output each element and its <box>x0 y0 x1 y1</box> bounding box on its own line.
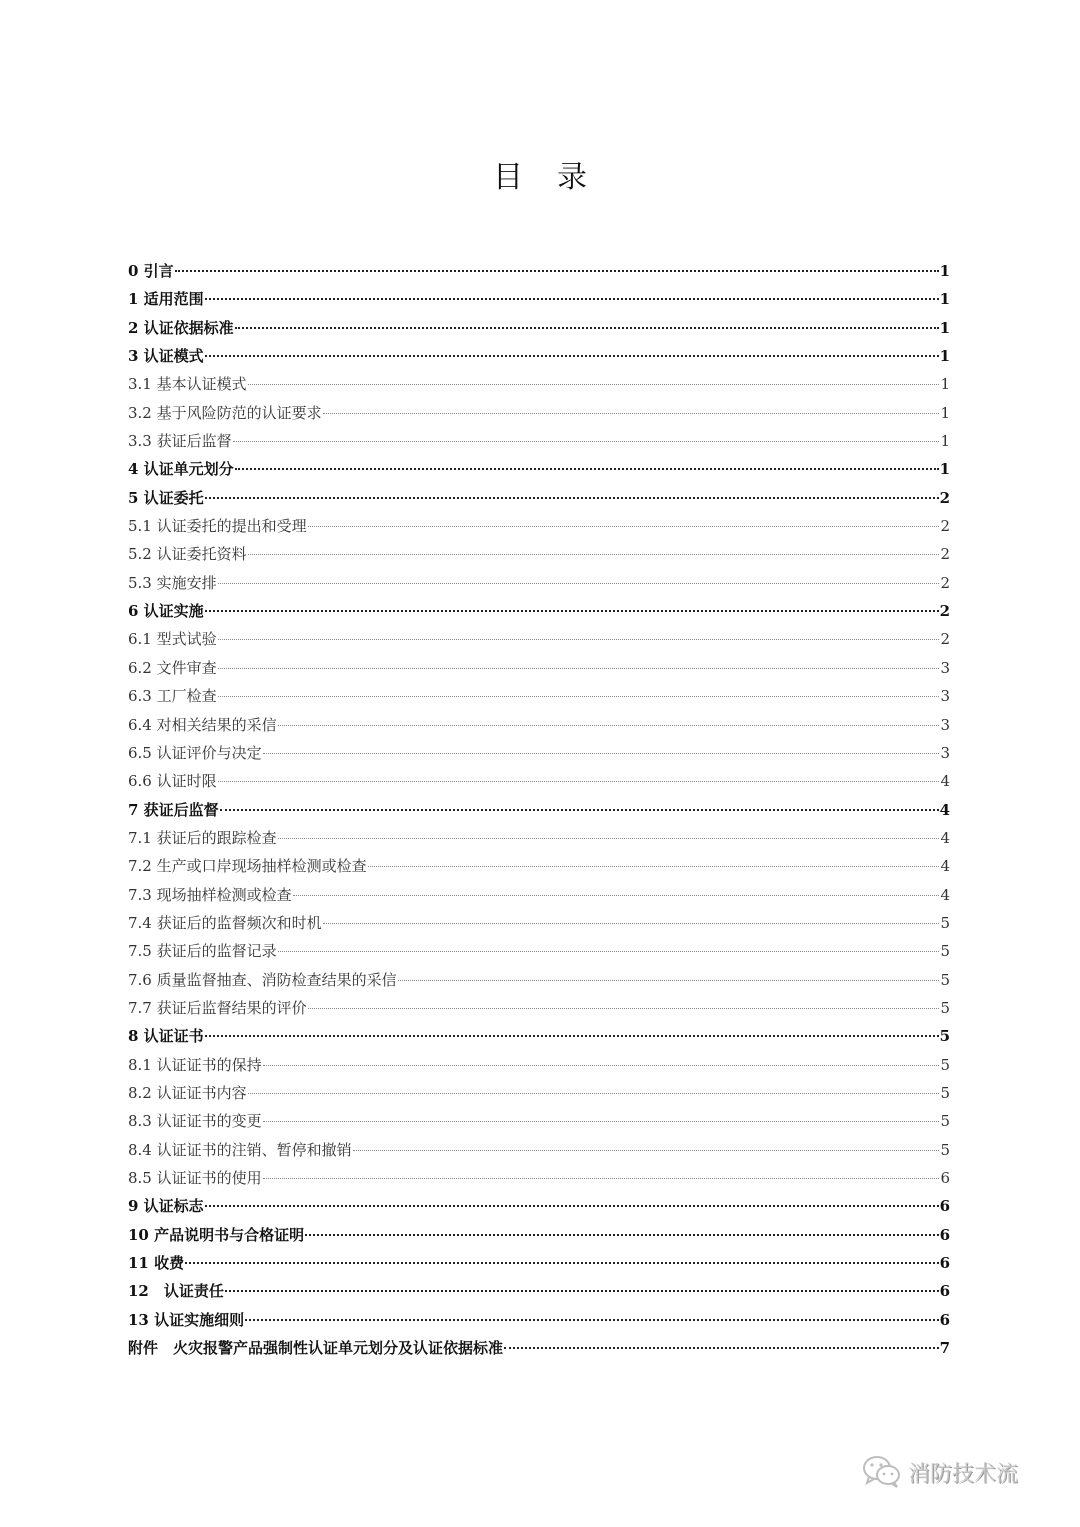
dot-leader <box>263 1177 940 1179</box>
toc-entry-page-number: 5 <box>940 913 950 932</box>
toc-entry-label: 2 认证依据标准 <box>128 318 234 337</box>
toc-entry[interactable] <box>128 1306 950 1334</box>
toc-entry[interactable] <box>128 654 950 682</box>
dot-leader <box>248 1092 940 1094</box>
toc-entry-page-number: 5 <box>940 1083 950 1102</box>
toc-entry-page-number: 1 <box>939 460 950 479</box>
toc-entry-page-number: 2 <box>940 630 950 649</box>
dot-leader <box>205 1204 939 1207</box>
toc-entry[interactable] <box>128 540 950 568</box>
dot-leader <box>235 326 939 329</box>
toc-entry-label: 6.4 对相关结果的采信 <box>128 715 277 734</box>
toc-entry-label: 附件 火灾报警产品强制性认证单元划分及认证依据标准 <box>128 1339 504 1358</box>
toc-entry-label: 1 适用范围 <box>128 290 204 309</box>
toc-entry-page-number: 4 <box>940 857 950 876</box>
toc-entry[interactable] <box>128 909 950 937</box>
toc-entry[interactable] <box>128 314 950 342</box>
toc-entry-page-number: 5 <box>939 1027 950 1046</box>
toc-entry-page-number: 1 <box>940 403 950 422</box>
toc-entry-label: 8.1 认证证书的保持 <box>128 1055 262 1074</box>
toc-entry[interactable] <box>128 881 950 909</box>
toc-entry-label: 5.1 认证委托的提出和受理 <box>128 517 307 536</box>
toc-entry-page-number: 1 <box>939 290 950 309</box>
dot-leader <box>218 638 940 640</box>
toc-entry[interactable] <box>128 1051 950 1079</box>
toc-entry[interactable] <box>128 966 950 994</box>
toc-entry-label: 5.3 实施安排 <box>128 573 217 592</box>
toc-entry[interactable] <box>128 1079 950 1107</box>
dot-leader <box>218 695 940 697</box>
dot-leader <box>278 837 940 839</box>
dot-leader <box>233 440 940 442</box>
dot-leader <box>323 922 940 924</box>
toc-entry-page-number: 1 <box>939 347 950 366</box>
dot-leader <box>220 808 939 811</box>
toc-entry-label: 8.2 认证证书内容 <box>128 1083 247 1102</box>
toc-entry[interactable] <box>128 399 950 427</box>
toc-entry[interactable] <box>128 455 950 483</box>
toc-entry-page-number: 6 <box>939 1225 950 1244</box>
toc-entry-label: 7.7 获证后监督结果的评价 <box>128 998 307 1017</box>
toc-entry-page-number: 6 <box>939 1254 950 1273</box>
toc-entry-label: 13 认证实施细则 <box>128 1310 245 1329</box>
toc-entry-page-number: 3 <box>940 687 950 706</box>
toc-entry-label: 6 认证实施 <box>128 602 204 621</box>
toc-entry-label: 3.1 基本认证模式 <box>128 375 247 394</box>
toc-entry[interactable] <box>128 370 950 398</box>
toc-entry[interactable] <box>128 569 950 597</box>
toc-entry[interactable] <box>128 257 950 285</box>
toc-entry-page-number: 6 <box>939 1310 950 1329</box>
toc-entry-label: 3.2 基于风险防范的认证要求 <box>128 403 322 422</box>
toc-entry-label: 5 认证委托 <box>128 488 204 507</box>
toc-entry-label: 11 收费 <box>128 1254 185 1273</box>
watermark <box>862 1455 1018 1489</box>
toc-entry[interactable] <box>128 597 950 625</box>
dot-leader <box>504 1346 939 1349</box>
toc-entry-label: 3 认证模式 <box>128 347 204 366</box>
dot-leader <box>225 1289 939 1292</box>
toc-entry-page-number: 7 <box>939 1339 950 1358</box>
toc-entry[interactable] <box>128 1107 950 1135</box>
toc-entry[interactable] <box>128 796 950 824</box>
dot-leader <box>218 780 940 782</box>
toc-entry-label: 12 认证责任 <box>128 1282 224 1301</box>
toc-entry-page-number: 2 <box>940 517 950 536</box>
dot-leader <box>263 752 940 754</box>
dot-leader <box>235 467 939 470</box>
dot-leader <box>308 525 940 527</box>
toc-entry-label: 8.5 认证证书的使用 <box>128 1169 262 1187</box>
toc-entry[interactable] <box>128 512 950 540</box>
toc-entry-label: 3.3 获证后监督 <box>128 432 232 451</box>
dot-leader <box>205 297 939 300</box>
dot-leader <box>175 269 939 272</box>
dot-leader <box>245 1318 938 1321</box>
toc-entry[interactable] <box>128 342 950 370</box>
toc-entry-page-number: 5 <box>940 942 950 961</box>
toc-entry-page-number: 3 <box>940 658 950 677</box>
toc-entry[interactable] <box>128 824 950 852</box>
dot-leader <box>185 1261 938 1264</box>
toc-entry[interactable] <box>128 682 950 710</box>
toc-entry-page-number: 2 <box>939 488 950 507</box>
toc-entry-label: 6.1 型式试验 <box>128 630 217 649</box>
toc-entry-page-number: 3 <box>940 743 950 762</box>
dot-leader <box>248 383 940 385</box>
toc-entry-page-number: 6 <box>940 1169 950 1187</box>
dot-leader <box>305 1233 938 1236</box>
toc-entry-label: 5.2 认证委托资料 <box>128 545 247 564</box>
dot-leader <box>278 724 940 726</box>
toc-entry-page-number: 5 <box>940 1140 950 1159</box>
toc-entry-page-number: 3 <box>940 715 950 734</box>
toc-entry-label: 8.3 认证证书的变更 <box>128 1112 262 1131</box>
toc-entry-label: 8 认证证书 <box>128 1027 204 1046</box>
toc-entry[interactable] <box>128 625 950 653</box>
toc-entry[interactable] <box>128 994 950 1022</box>
dot-leader <box>293 894 940 896</box>
toc-entry-page-number: 5 <box>940 998 950 1017</box>
toc-entry-label: 7.2 生产或口岸现场抽样检测或检查 <box>128 857 367 876</box>
toc-entry-page-number: 1 <box>940 432 950 451</box>
toc-entry-label: 7.3 现场抽样检测或检查 <box>128 885 292 904</box>
toc-entry[interactable] <box>128 739 950 767</box>
table-of-contents <box>128 257 950 1362</box>
toc-entry-label: 4 认证单元划分 <box>128 460 234 479</box>
toc-entry[interactable] <box>128 1277 950 1305</box>
toc-entry-page-number: 4 <box>940 885 950 904</box>
dot-leader <box>248 553 940 555</box>
toc-entry-page-number: 1 <box>939 318 950 337</box>
toc-entry-page-number: 2 <box>940 573 950 592</box>
toc-entry-label: 6.2 文件审查 <box>128 658 217 677</box>
dot-leader <box>323 412 940 414</box>
toc-entry[interactable] <box>128 1022 950 1050</box>
toc-entry-label: 6.5 认证评价与决定 <box>128 743 262 762</box>
toc-entry-label: 6.3 工厂检查 <box>128 687 217 706</box>
dot-leader <box>205 1034 939 1037</box>
toc-entry-page-number: 2 <box>940 545 950 564</box>
toc-entry[interactable] <box>128 711 950 739</box>
toc-entry-page-number: 2 <box>939 602 950 621</box>
dot-leader <box>368 865 940 867</box>
toc-entry[interactable] <box>128 1136 950 1164</box>
toc-entry[interactable] <box>128 852 950 880</box>
toc-entry[interactable] <box>128 1334 950 1362</box>
toc-entry-page-number: 5 <box>940 1112 950 1131</box>
toc-entry-label: 0 引言 <box>128 262 174 280</box>
dot-leader <box>398 979 940 981</box>
dot-leader <box>263 1120 940 1122</box>
dot-leader <box>263 1064 940 1066</box>
dot-leader <box>218 667 940 669</box>
dot-leader <box>353 1149 940 1151</box>
toc-entry-label: 7.4 获证后的监督频次和时机 <box>128 913 322 932</box>
wechat-icon <box>862 1455 902 1489</box>
dot-leader <box>205 496 939 499</box>
toc-entry-label: 7.1 获证后的跟踪检查 <box>128 828 277 847</box>
toc-entry-label: 8.4 认证证书的注销、暂停和撤销 <box>128 1140 352 1159</box>
toc-entry[interactable] <box>128 285 950 313</box>
toc-entry-page-number: 1 <box>940 375 950 394</box>
toc-entry[interactable] <box>128 767 950 795</box>
toc-entry-label: 7 获证后监督 <box>128 800 219 819</box>
toc-entry-page-number: 4 <box>940 772 950 791</box>
toc-entry-label: 10 产品说明书与合格证明 <box>128 1225 305 1244</box>
toc-entry-page-number: 4 <box>939 800 950 819</box>
watermark-text: 消防技术流 <box>908 1461 1019 1487</box>
toc-entry-label: 6.6 认证时限 <box>128 772 217 791</box>
toc-entry[interactable] <box>128 1164 950 1192</box>
dot-leader <box>308 1007 940 1009</box>
dot-leader <box>278 950 940 952</box>
toc-entry[interactable] <box>128 1192 950 1220</box>
toc-entry-page-number: 6 <box>939 1282 950 1301</box>
toc-entry[interactable] <box>128 1249 950 1277</box>
toc-entry[interactable] <box>128 484 950 512</box>
toc-entry-page-number: 1 <box>939 262 950 280</box>
toc-entry-page-number: 6 <box>939 1197 950 1216</box>
toc-entry[interactable] <box>128 427 950 455</box>
toc-entry-label: 9 认证标志 <box>128 1197 204 1216</box>
toc-entry-label: 7.6 质量监督抽查、消防检查结果的采信 <box>128 970 397 989</box>
page-title: 目录 <box>493 160 621 195</box>
dot-leader <box>205 354 939 357</box>
dot-leader <box>218 582 940 584</box>
toc-entry-page-number: 5 <box>940 1055 950 1074</box>
toc-entry[interactable] <box>128 1221 950 1249</box>
toc-entry-page-number: 5 <box>940 970 950 989</box>
toc-entry-page-number: 4 <box>940 828 950 847</box>
toc-entry[interactable] <box>128 937 950 965</box>
toc-entry-label: 7.5 获证后的监督记录 <box>128 942 277 961</box>
dot-leader <box>205 609 939 612</box>
